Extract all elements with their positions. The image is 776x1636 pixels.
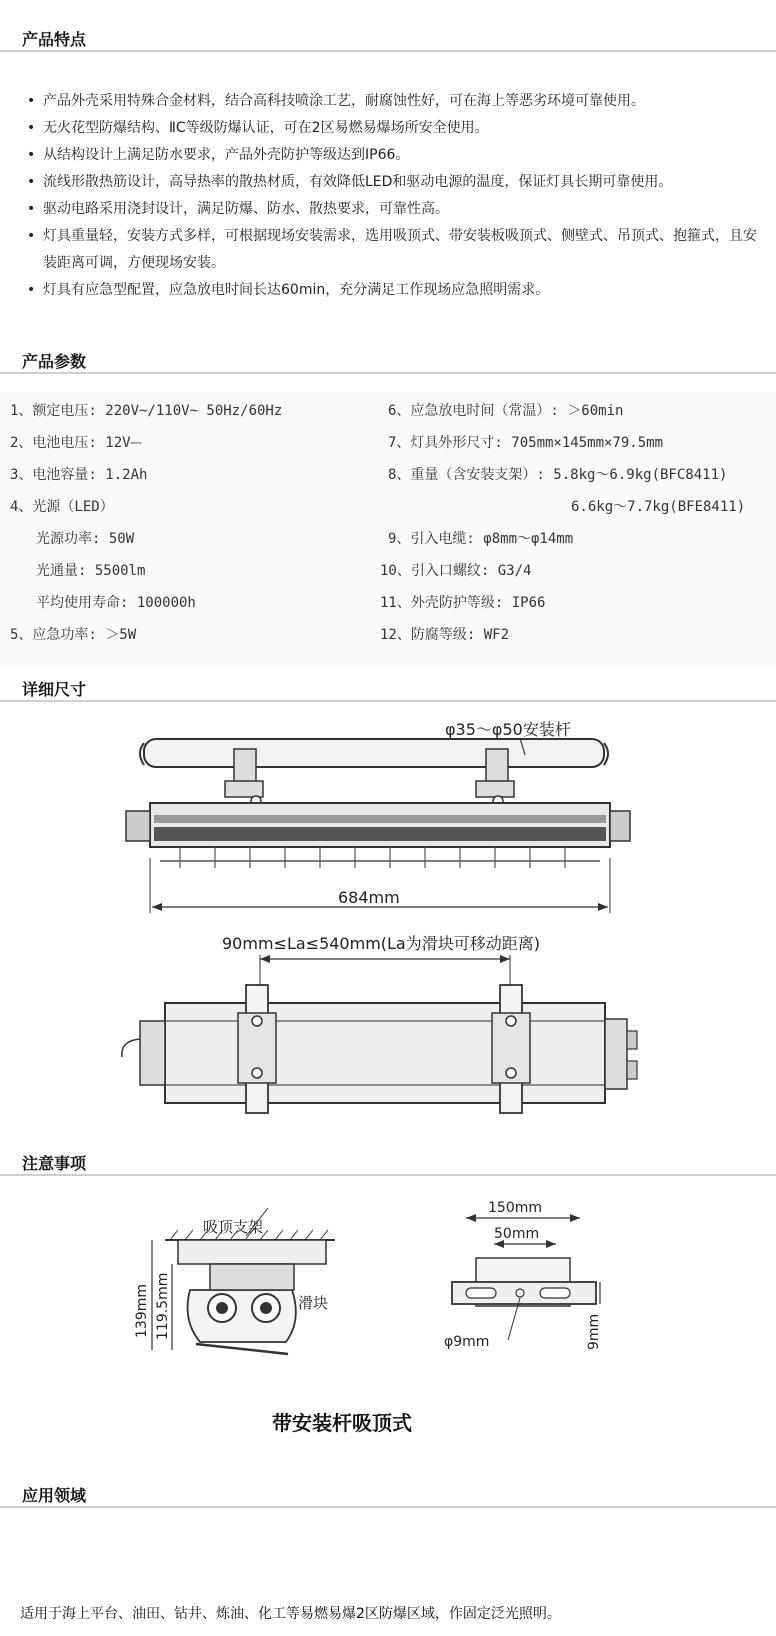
installation-drawing: [0, 1178, 776, 1468]
installation-drawing-svg: [0, 1178, 776, 1468]
param-rated-voltage: 1、额定电压: 220V~/110V~ 50Hz/60Hz: [10, 403, 283, 419]
list-item: • 无火花型防爆结构、ⅡC等级防爆认证，可在2区易燃易爆场所安全使用。: [25, 115, 770, 142]
list-item: • 流线形散热筋设计，高导热率的散热材质，有效降低LED和驱动电源的温度，保证灯具长期可靠使用。: [25, 169, 770, 196]
section-header-notes: [0, 1142, 776, 1176]
divider: [0, 1174, 776, 1176]
slider-label: 滑块: [298, 1294, 329, 1312]
slide-range-label: 90mm≤La≤540mm(La为滑块可移动距离): [222, 934, 540, 953]
param-weight: 8、重量（含安装支架）: 5.8kg～6.9kg(BFC8411): [388, 467, 728, 483]
params-panel: [0, 392, 776, 667]
section-header-application: [0, 1474, 776, 1508]
section-header-dims: [0, 668, 776, 702]
width-150-label: 150mm: [488, 1200, 542, 1216]
param-light-source: 4、光源（LED）: [10, 499, 114, 515]
param-ip-rating: 11、外壳防护等级: IP66: [380, 595, 546, 611]
param-luminous-flux: 光通量: 5500lm: [36, 563, 146, 579]
section-title: 详细尺寸: [22, 680, 87, 699]
divider: [0, 372, 776, 374]
list-item: • 从结构设计上满足防水要求，产品外壳防护等级达到IP66。: [25, 142, 770, 169]
param-thread: 10、引入口螺纹: G3/4: [380, 563, 532, 579]
section-title: 产品参数: [22, 352, 87, 371]
param-lifetime: 平均使用寿命: 100000h: [36, 595, 196, 611]
dimension-drawing: [0, 703, 776, 1135]
section-title: 注意事项: [22, 1154, 87, 1173]
height-119-label: 119.5mm: [155, 1272, 171, 1340]
height-139-label: 139mm: [134, 1284, 150, 1338]
param-source-power: 光源功率: 50W: [36, 531, 135, 547]
width-50-label: 50mm: [494, 1226, 540, 1242]
rod-label: φ35～φ50安装杆: [445, 720, 571, 739]
length-label: 684mm: [338, 888, 400, 907]
param-anticorrosion: 12、防腐等级: WF2: [380, 627, 510, 643]
param-dimensions: 7、灯具外形尺寸: 705mm×145mm×79.5mm: [388, 435, 664, 451]
hole-label: φ9mm: [444, 1334, 490, 1350]
section-title: 产品特点: [22, 30, 87, 49]
list-item: • 产品外壳采用特殊合金材料，结合高科技喷涂工艺，耐腐蚀性好，可在海上等恶劣环境可靠使用。: [25, 88, 770, 115]
param-cable: 9、引入电缆: φ8mm～φ14mm: [388, 531, 574, 547]
param-battery-capacity: 3、电池容量: 1.2Ah: [10, 467, 148, 483]
param-battery-voltage: 2、电池电压: 12V⎓: [10, 435, 142, 451]
divider: [0, 50, 776, 52]
param-emergency-power: 5、应急功率: ＞5W: [10, 627, 137, 643]
divider: [0, 1506, 776, 1508]
section-header-params: [0, 340, 776, 374]
list-item: • 灯具重量轻，安装方式多样，可根据现场安装需求，选用吸顶式、带安装板吸顶式、侧壁式、吊顶式、抱箍式，且安装距离可调，方便现场安装。: [25, 223, 770, 277]
application-text: 适用于海上平台、油田、钻井、炼油、化工等易燃易爆2区防爆区域，作固定泛光照明。: [20, 1606, 561, 1622]
install-caption: 带安装杆吸顶式: [272, 1411, 412, 1435]
dimension-drawing-svg: [0, 703, 776, 1135]
divider: [0, 700, 776, 702]
list-item: • 驱动电路采用浇封设计，满足防爆、防水、散热要求，可靠性高。: [25, 196, 770, 223]
section-title: 应用领域: [22, 1486, 87, 1505]
bracket-label: 吸顶支架: [203, 1218, 264, 1236]
param-weight-alt: 6.6kg～7.7kg(BFE8411): [571, 499, 746, 515]
list-item: • 灯具有应急型配置，应急放电时间长达60min，充分满足工作现场应急照明需求。: [25, 277, 770, 304]
param-emergency-time: 6、应急放电时间（常温）: ＞60min: [388, 403, 624, 419]
section-header-features: [0, 18, 776, 52]
height-9-label: 9mm: [586, 1313, 602, 1350]
feature-list: [25, 88, 770, 304]
